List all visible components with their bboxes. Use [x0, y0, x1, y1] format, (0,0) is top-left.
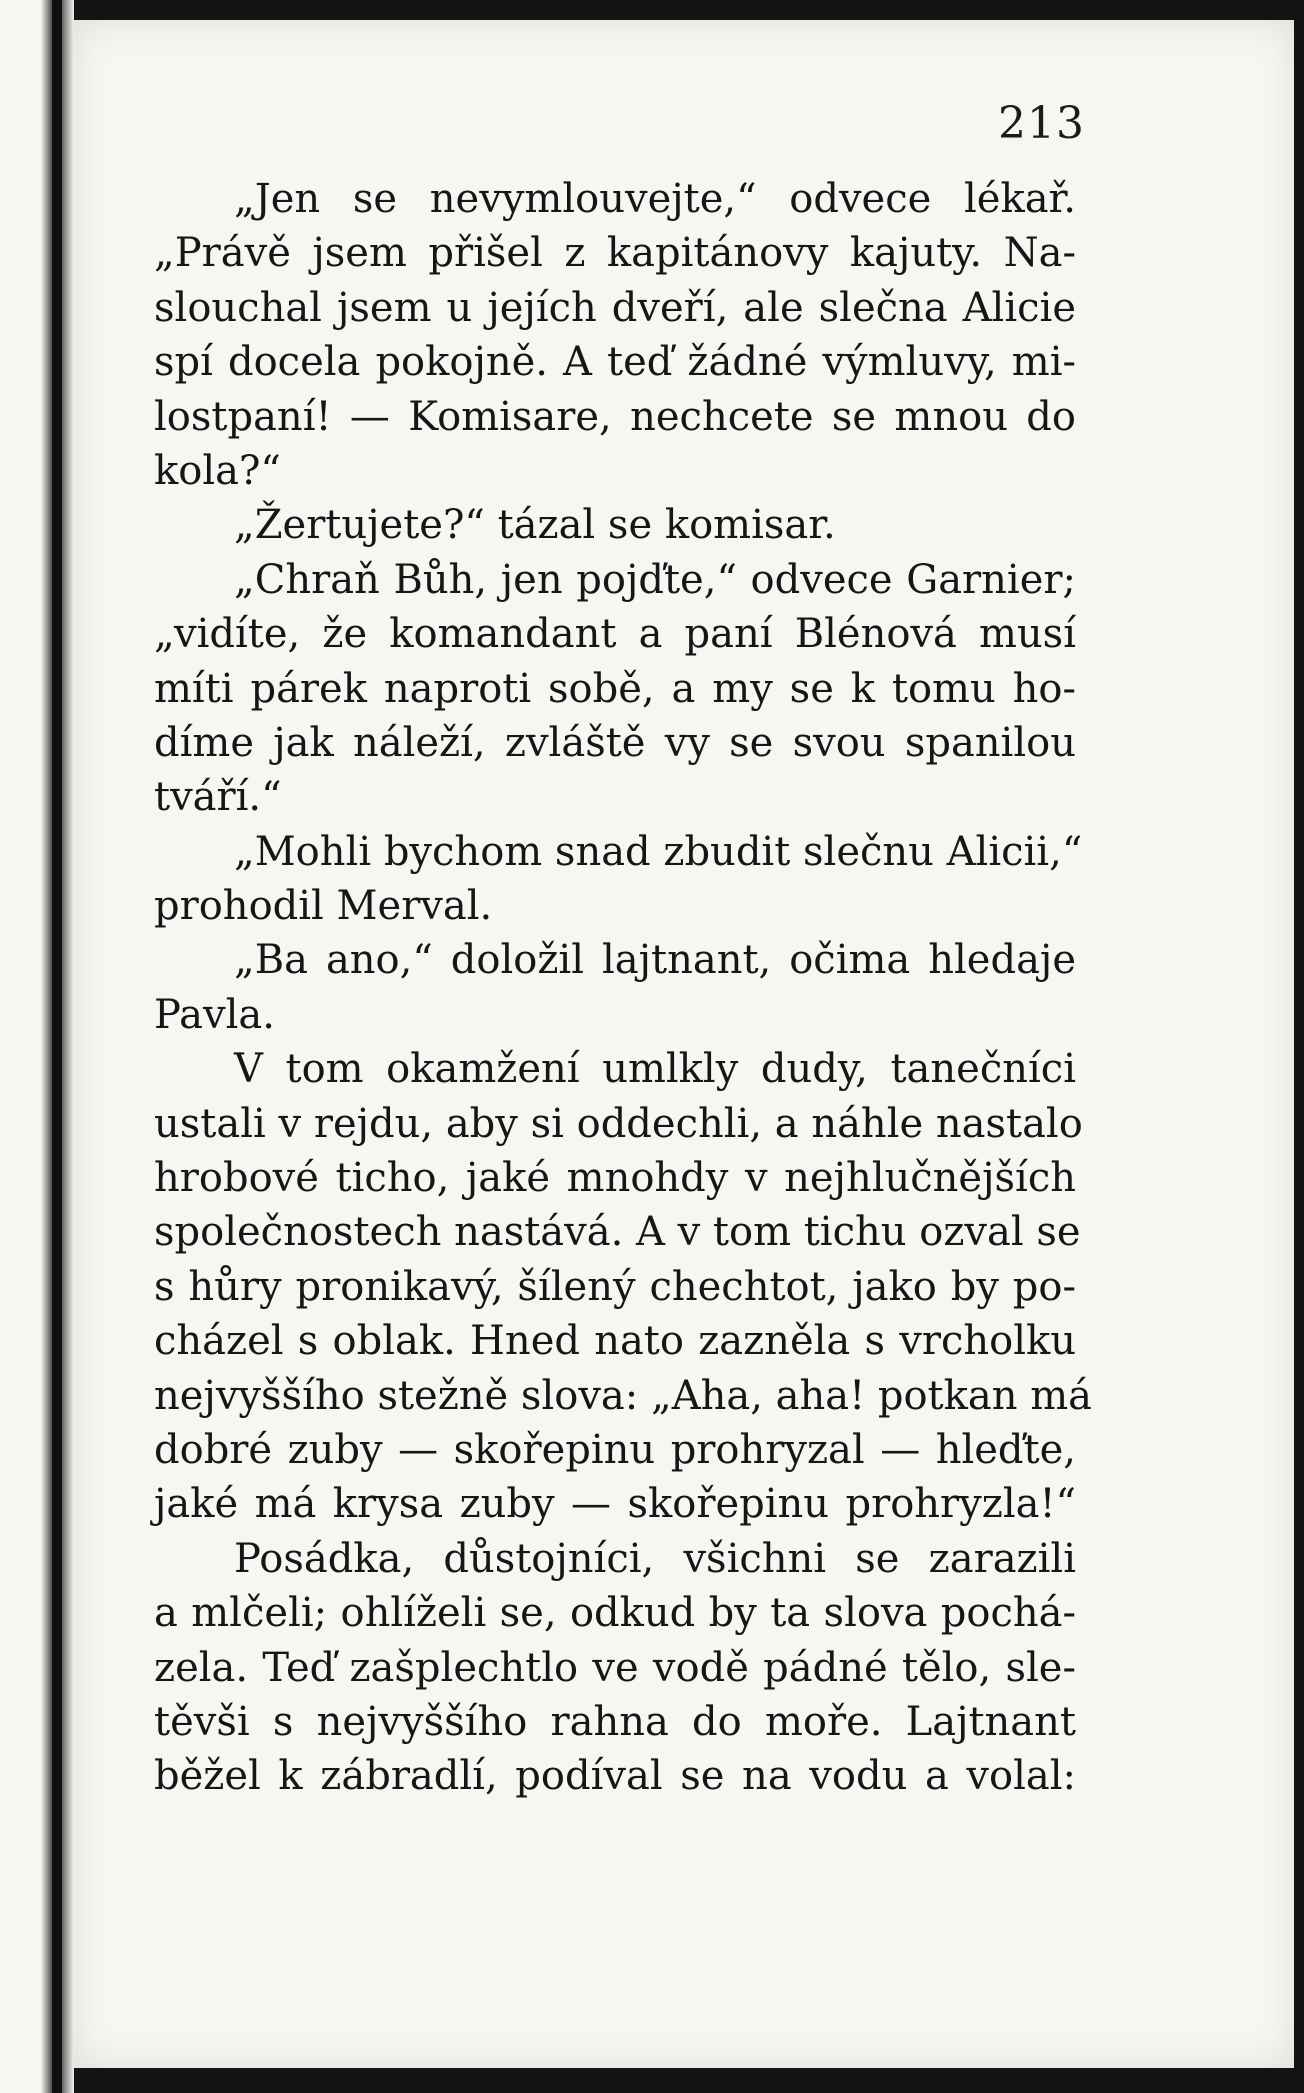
text-line: ustali v rejdu, aby si oddechli, a náhle nastalo	[154, 1100, 1083, 1147]
text-line: prohodil Merval.	[154, 883, 493, 930]
text-line: slouchal jsem u jejích dveří, ale slečna Alicie	[154, 284, 1076, 331]
text-line: V tom okamžení umlkly dudy, tanečníci	[234, 1046, 1076, 1093]
text-line: „Jen se nevymlouvejte,“ odvece lékař.	[234, 176, 1076, 222]
text-line: díme jak náleží, zvláště vy se svou spanilou	[154, 719, 1076, 766]
text-line: „Chraň Bůh, jen pojďte,“ odvece Garnier;	[234, 556, 1076, 603]
text-line: „Právě jsem přišel z kapitánovy kajuty. Na-	[154, 230, 1076, 277]
text-line: kola?“	[154, 447, 281, 494]
text-line: běžel k zábradlí, podíval se na vodu a volal:	[154, 1753, 1076, 1800]
text-line: Pavla.	[154, 991, 275, 1038]
text-line: spí docela pokojně. A teď žádné výmluvy, mi-	[154, 339, 1076, 386]
text-line: jaké má krysa zuby — skořepinu prohryzla!“	[154, 1481, 1076, 1528]
text-line: „vidíte, že komandant a paní Blénová musí	[154, 611, 1076, 658]
page-text	[154, 172, 1092, 1804]
text-line: tváří.“	[154, 774, 282, 821]
text-line: cházel s oblak. Hned nato zazněla s vrcholku	[154, 1318, 1076, 1365]
text-line: míti párek naproti sobě, a my se k tomu ho-	[154, 665, 1076, 712]
text-line: společnostech nastává. A v tom tichu ozval se	[154, 1209, 1081, 1256]
text-line: dobré zuby — skořepinu prohryzal — hleďte,	[154, 1426, 1076, 1473]
text-line: hrobové ticho, jaké mnohdy v nejhlučnějších	[154, 1155, 1076, 1202]
text-line: s hůry pronikavý, šílený chechtot, jako by po-	[154, 1263, 1076, 1310]
text-line: a mlčeli; ohlíželi se, odkud by ta slova pochá-	[154, 1590, 1076, 1637]
text-line: „Ba ano,“ doložil lajtnant, očima hledaje	[234, 937, 1076, 984]
text-line: Posádka, důstojníci, všichni se zarazili	[234, 1535, 1076, 1582]
page-number: 213	[998, 98, 1085, 149]
binding-shadow-line	[52, 0, 62, 2093]
text-line: těvši s nejvyššího rahna do moře. Lajtnant	[154, 1698, 1076, 1745]
text-line: „Mohli bychom snad zbudit slečnu Alicii,“	[234, 828, 1083, 875]
text-line: „Žertujete?“ tázal se komisar.	[234, 502, 836, 549]
text-line: nejvyššího stežně slova: „Aha, aha! potkan má	[154, 1372, 1092, 1419]
text-line: lostpaní! — Komisare, nechcete se mnou do	[154, 393, 1076, 440]
book-binding-edge	[0, 0, 74, 2093]
text-line: zela. Teď zašplechtlo ve vodě pádné tělo, sle-	[154, 1644, 1076, 1691]
